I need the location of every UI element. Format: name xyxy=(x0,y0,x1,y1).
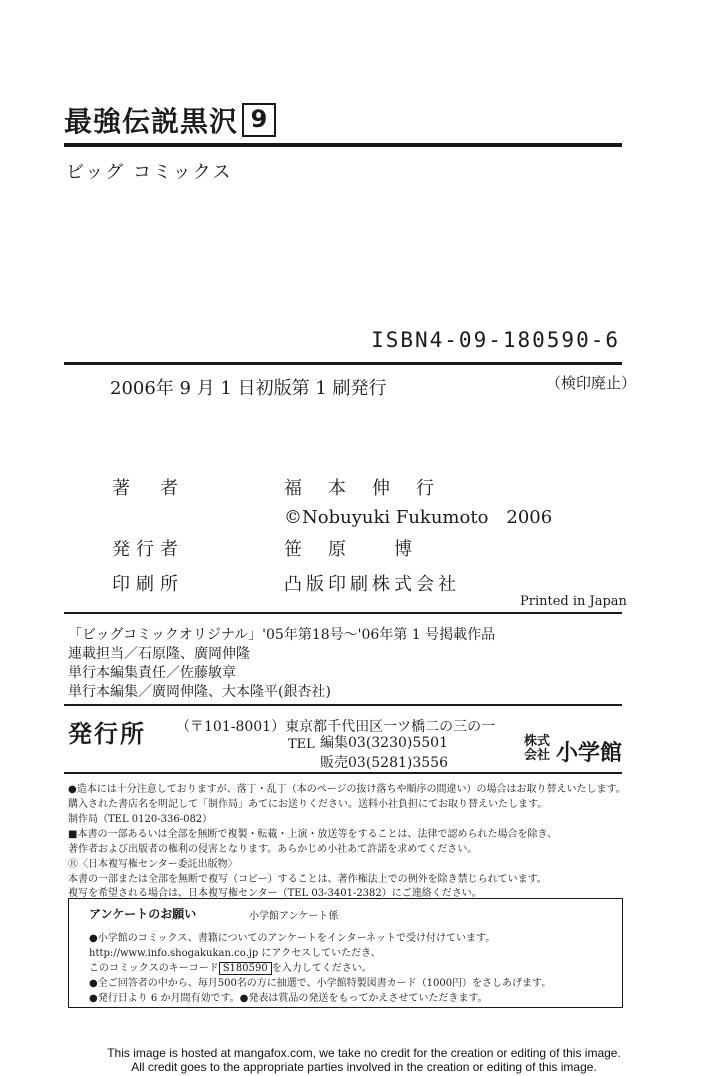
notice-jrrc: Ⓡ〈日本複写権センター委託出版物〉 xyxy=(68,859,238,870)
tel-editorial: 編集03(3230)5501 xyxy=(320,735,448,751)
publisher-heading: 発行所 xyxy=(68,720,146,748)
company-prefix xyxy=(524,735,550,763)
notice-copying-1: 本書の一部または全部を無断で複写（コピー）することは、著作権法上での例外を除き禁じられています。 xyxy=(68,874,547,885)
volume-editors: 単行本編集／廣岡伸隆、大本隆平(銀杏社) xyxy=(68,684,331,700)
publisher-rule xyxy=(64,772,622,774)
credits-rule xyxy=(64,612,622,614)
survey-keycode-prefix: このコミックスのキーコード xyxy=(89,963,219,974)
title-row xyxy=(64,100,276,140)
serialization-source: 「ビッグコミックオリジナル」'05年第18号～'06年第 1 号掲載作品 xyxy=(68,627,496,643)
copyright: ©Nobuyuki Fukumoto 2006 xyxy=(284,507,553,528)
notice-copyright-2: 著作者および出版者の権利の侵害となります。あらかじめ小社あて許諾を求めてください。 xyxy=(68,844,478,855)
survey-line-5: ●発行日より 6 か月間有効です。●発表は賞品の発送をもってかえさせていただきます。 xyxy=(89,993,488,1004)
publication-date: 2006年 9 月 1 日初版第 1 刷発行 xyxy=(110,378,387,399)
author-name: 福 本 伸 行 xyxy=(284,478,438,499)
survey-line-3 xyxy=(89,959,372,975)
survey-title: アンケートのお願い xyxy=(89,907,197,921)
printed-in: Printed in Japan xyxy=(520,594,627,609)
publisher-address: （〒101-8001）東京都千代田区一ツ橋二の三の一 xyxy=(176,719,496,735)
printer-name: 凸版印刷株式会社 xyxy=(284,574,460,595)
company-prefix-line-1: 株式 xyxy=(524,734,551,749)
volume-editor-chief: 単行本編集責任／佐藤敏章 xyxy=(68,665,236,681)
notice-return: 購入された書店名を明記して「制作局」あてにお送りください。送料小社負担にてお取り替えいたします。 xyxy=(68,799,548,810)
source-rule xyxy=(64,704,622,706)
survey-keycode-suffix: を入力してください。 xyxy=(271,963,372,974)
company-name: 小学館 xyxy=(556,741,623,766)
series-name: ビッグ コミックス xyxy=(66,162,233,183)
seal-note: （検印廃止） xyxy=(546,374,637,392)
tel-sales: 販売03(5281)3556 xyxy=(320,755,448,771)
hosting-notice-2: All credit goes to the appropriate parties involved in the creation or editing of this image. xyxy=(131,1060,597,1074)
printer-label: 印刷所 xyxy=(112,574,184,595)
book-title: 最強伝説黒沢 xyxy=(64,105,239,138)
survey-keycode: S180590 xyxy=(219,962,272,975)
isbn-rule xyxy=(64,362,622,365)
survey-line-1: ●小学館のコミックス、書籍についてのアンケートをインターネットで受け付けています。 xyxy=(89,933,496,944)
notice-defects: ●造本には十分注意しておりますが、落丁・乱丁（本のページの抜け落ちや順序の間違い）の場合はお取り替えいたします。 xyxy=(68,784,626,795)
notice-copying-2: 複写を希望される場合は、日本複写権センター（TEL 03-3401-2382）にご連絡ください。 xyxy=(68,888,482,899)
volume-number: 9 xyxy=(242,103,276,137)
company-prefix-line-2: 会社 xyxy=(524,748,551,763)
survey-dept: 小学館アンケート係 xyxy=(249,911,339,922)
notice-copyright-1: ■本書の一部あるいは全部を無断で複製・転載・上演・放送等をすることは、法律で認められた場合を除き、 xyxy=(68,829,558,840)
notice-production-tel: 制作局（TEL 0120-336-082） xyxy=(68,814,213,825)
title-rule xyxy=(64,143,622,147)
tel-label: TEL xyxy=(288,737,315,752)
serial-editors: 連載担当／石原隆、廣岡伸隆 xyxy=(68,646,250,662)
hosting-notice-1: This image is hosted at mangafox.com, we take no credit for the creation or editing of this image. xyxy=(107,1046,621,1060)
author-label: 著 者 xyxy=(112,478,184,499)
survey-line-2: http://www.info.shogakukan.co.jp にアクセスしていただき、 xyxy=(89,948,381,959)
survey-box xyxy=(68,898,623,1008)
survey-line-4: ●全ご回答者の中から、毎月500名の方に抽選で、小学館特製図書カード（1000円）をさしあげます。 xyxy=(89,978,552,989)
isbn: ISBN4-09-180590-6 xyxy=(371,328,620,352)
publisher-person-label: 発行者 xyxy=(112,539,184,560)
publisher-person-name: 笹 原 博 xyxy=(284,539,416,560)
